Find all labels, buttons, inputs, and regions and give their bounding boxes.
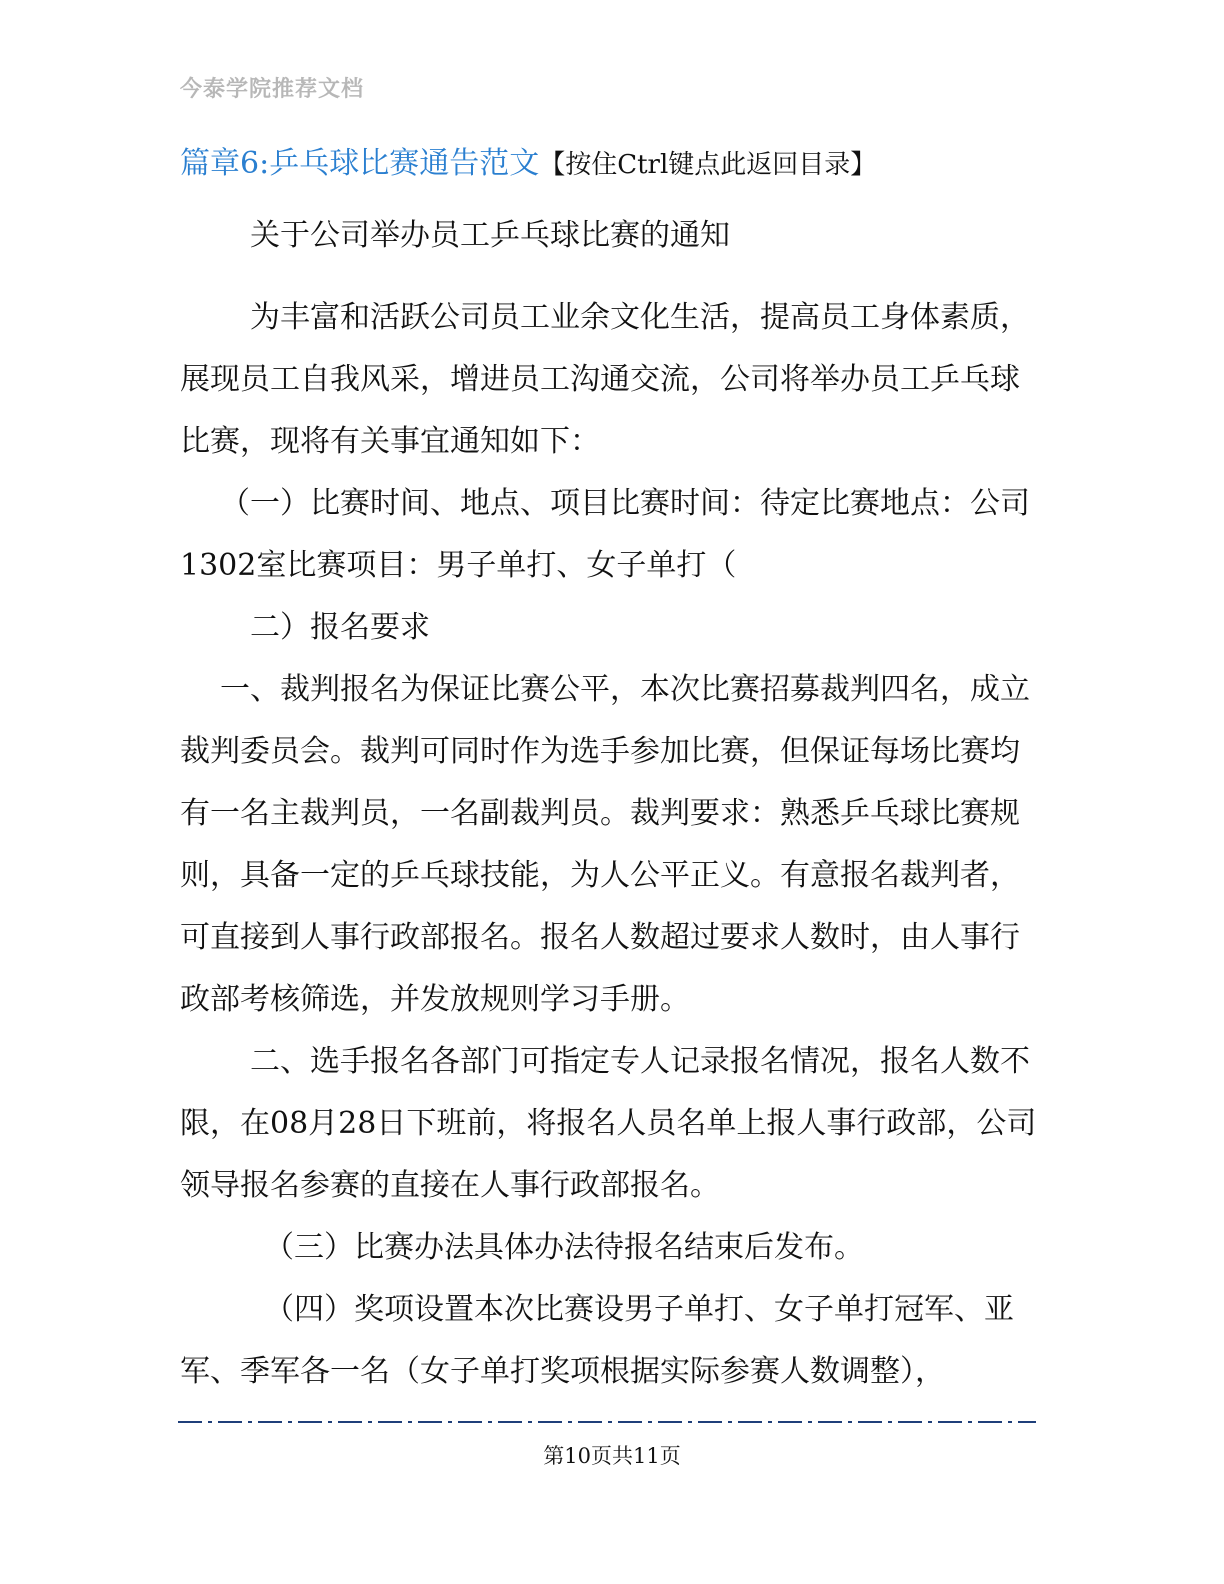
page-number: 第10页共11页 [543,1444,681,1468]
chapter-title: 篇章6:乒乓球比赛通告范文 [180,146,540,181]
intro-paragraph-block [180,287,1040,473]
chapter-heading [180,138,876,182]
referee-paragraph-block [180,659,1040,1031]
section-four-block [180,1279,1040,1403]
intro-paragraph: 为丰富和活跃公司员工业余文化生活，提高员工身体素质，展现员工自我风采，增进员工沟通交流，公司将举办员工乒乓球比赛，现将有关事宜通知如下： [180,300,1030,459]
section-three-block [180,1217,1040,1279]
footer-divider [178,1420,1036,1424]
section-two-heading: 二）报名要求 [250,610,430,645]
back-to-toc-link[interactable]: 【按住Ctrl键点此返回目录】 [539,150,877,180]
section-one-block [180,473,1040,597]
section-three-paragraph: （三）比赛办法具体办法待报名结束后发布。 [264,1230,864,1265]
section-two-heading-block [180,597,1040,659]
section-one-paragraph: （一）比赛时间、地点、项目比赛时间：待定比赛地点：公司1302室比赛项目：男子单打、女子单打（ [180,486,1030,583]
notice-title: 关于公司举办员工乒乓球比赛的通知 [250,218,730,253]
referee-paragraph: 一、裁判报名为保证比赛公平，本次比赛招募裁判四名，成立裁判委员会。裁判可同时作为选手参加比赛，但保证每场比赛均有一名主裁判员，一名副裁判员。裁判要求：熟悉乒乓球比赛规则，具备一定的乒乓球技能，为人公平正义。有意报名裁判者，可直接到人事行政部报名。报名人数超过要求人数时，由人事行政部考核筛选，并发放规则学习手册。 [180,672,1030,1017]
section-four-paragraph: （四）奖项设置本次比赛设男子单打、女子单打冠军、亚军、季军各一名（女子单打奖项根据实际参赛人数调整）， [180,1292,1014,1389]
player-paragraph-block [180,1031,1040,1217]
document-header: 今泰学院推荐文档 [180,77,365,102]
notice-title-block [180,205,1040,267]
player-paragraph: 二、选手报名各部门可指定专人记录报名情况，报名人数不限，在08月28日下班前，将报名人员名单上报人事行政部，公司领导报名参赛的直接在人事行政部报名。 [180,1044,1037,1203]
